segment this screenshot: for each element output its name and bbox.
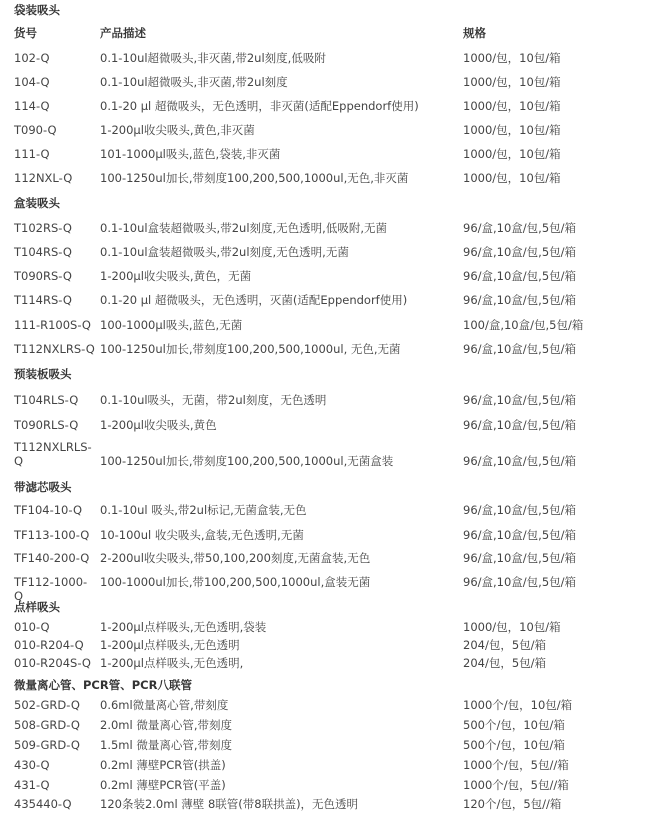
cell-spec: 96/盒,10盒/包,5包/箱 [463,393,577,407]
cell-spec: 96/盒,10盒/包,5包/箱 [463,269,577,283]
cell-code: TF113-100-Q [14,528,90,542]
cell-desc: 0.1-10ul盒装超微吸头,带2ul刻度,无色透明,无菌 [100,245,349,259]
cell-desc: 0.1-10ul超微吸头,非灭菌,带2ul刻度,低吸附 [100,51,326,65]
cell-desc: 2-200ul收尖吸头,带50,100,200刻度,无菌盒装,无色 [100,551,371,565]
cell-desc: 1-200μl点样吸头,无色透明, [100,656,244,670]
cell-code: 114-Q [14,99,50,113]
cell-desc: 0.1-10ul 吸头,带2ul标记,无菌盒装,无色 [100,503,307,517]
cell-desc: 0.1-10ul盒装超微吸头,带2ul刻度,无色透明,低吸附,无菌 [100,221,387,235]
cell-code: T104RS-Q [14,245,72,259]
cell-spec: 96/盒,10盒/包,5包/箱 [463,245,577,259]
cell-desc: 100-1000ul加长,带100,200,500,1000ul,盒装无菌 [100,575,371,589]
cell-code: 111-R100S-Q [14,318,91,332]
cell-desc: 120条装2.0ml 薄壁 8联管(带8联拱盖)，无色透明 [100,797,359,811]
cell-desc: 10-100ul 收尖吸头,盒装,无色透明,无菌 [100,528,304,542]
cell-desc: 1.5ml 微量离心管,带刻度 [100,738,232,752]
cell-spec: 96/盒,10盒/包,5包/箱 [463,551,577,565]
cell-code: T102RS-Q [14,221,72,235]
cell-spec: 1000个/包，5包//箱 [463,758,569,772]
cell-spec: 204/包，5包/箱 [463,638,547,652]
cell-spec: 500个/包，10包/箱 [463,738,565,752]
cell-code: 111-Q [14,147,50,161]
cell-code: 010-R204S-Q [14,656,91,670]
cell-spec: 1000/包，10包/箱 [463,75,561,89]
cell-code: T104RLS-Q [14,393,79,407]
cell-desc: 1-200μl收尖吸头,黄色 [100,418,217,432]
cell-desc: 1-200μl点样吸头,无色透明 [100,638,240,652]
section-heading-text: 盒装吸头 [14,196,60,210]
cell-desc: 0.2ml 薄壁PCR管(平盖) [100,778,226,792]
cell-code: TF104-10-Q [14,503,82,517]
cell-spec: 96/盒,10盒/包,5包/箱 [463,528,577,542]
cell-spec: 96/盒,10盒/包,5包/箱 [463,418,577,432]
cell-spec: 204/包，5包/箱 [463,656,547,670]
section-heading-text: 微量离心管、PCR管、PCR八联管 [14,678,192,692]
cell-spec: 96/盒,10盒/包,5包/箱 [463,342,577,356]
cell-code: T090-Q [14,123,57,137]
cell-desc: 1-200μl收尖吸头,黄色,非灭菌 [100,123,255,137]
cell-code: 431-Q [14,778,50,792]
cell-desc: 0.1-20 μl 超微吸头，无色透明，非灭菌(适配Eppendorf使用) [100,99,419,113]
cell-code: 508-GRD-Q [14,718,80,732]
cell-code: 509-GRD-Q [14,738,80,752]
cell-desc: 100-1000μl吸头,蓝色,无菌 [100,318,243,332]
cell-spec: 96/盒,10盒/包,5包/箱 [463,575,577,589]
cell-spec: 1000/包，10包/箱 [463,620,561,634]
section-heading-text: 带滤芯吸头 [14,480,72,494]
cell-desc: 1-200μl点样吸头,无色透明,袋装 [100,620,267,634]
cell-code: 502-GRD-Q [14,698,80,712]
cell-code: 102-Q [14,51,50,65]
cell-spec: 500个/包，10包/箱 [463,718,565,732]
cell-spec: 1000/包，10包/箱 [463,171,561,185]
cell-spec: 96/盒,10盒/包,5包/箱 [463,221,577,235]
cell-desc: 1-200μl收尖吸头,黄色，无菌 [100,269,252,283]
header-spec: 规格 [463,26,486,40]
cell-code: 435440-Q [14,797,72,811]
section-heading-text: 点样吸头 [14,600,60,614]
cell-spec: 1000/包，10包/箱 [463,123,561,137]
cell-spec: 120个/包，5包//箱 [463,797,562,811]
cell-desc: 100-1250ul加长,带刻度100,200,500,1000ul,无菌盒装 [100,454,394,468]
cell-desc: 0.2ml 薄壁PCR管(拱盖) [100,758,226,772]
cell-code: 430-Q [14,758,50,772]
cell-code: T114RS-Q [14,293,72,307]
cell-desc: 101-1000μl吸头,蓝色,袋装,非灭菌 [100,147,281,161]
section-title-text: 袋装吸头 [14,3,60,17]
cell-spec: 1000个/包，10包/箱 [463,698,573,712]
cell-code: TF112-1000-Q [14,575,88,603]
cell-desc: 100-1250ul加长,带刻度100,200,500,1000ul,无色,非灭菌 [100,171,409,185]
cell-code: T090RLS-Q [14,418,79,432]
cell-spec: 96/盒,10盒/包,5包/箱 [463,454,577,468]
header-code: 货号 [14,26,37,40]
cell-code: T112NXLRLS-Q [14,440,92,468]
cell-spec: 100/盒,10盒/包,5包/箱 [463,318,584,332]
cell-code: TF140-200-Q [14,551,90,565]
cell-code: 010-R204-Q [14,638,84,652]
cell-desc: 100-1250ul加长,带刻度100,200,500,1000ul, 无色,无菌 [100,342,401,356]
cell-code: 010-Q [14,620,50,634]
cell-desc: 0.1-10ul超微吸头,非灭菌,带2ul刻度 [100,75,288,89]
cell-spec: 96/盒,10盒/包,5包/箱 [463,293,577,307]
cell-spec: 1000/包，10包/箱 [463,51,561,65]
header-desc: 产品描述 [100,26,146,40]
cell-desc: 0.1-20 μl 超微吸头，无色透明，灭菌(适配Eppendorf使用) [100,293,408,307]
section-heading-text: 预装板吸头 [14,367,72,381]
cell-code: 112NXL-Q [14,171,73,185]
cell-code: T090RS-Q [14,269,72,283]
cell-spec: 1000/包，10包/箱 [463,99,561,113]
cell-desc: 0.1-10ul吸头，无菌，带2ul刻度，无色透明 [100,393,327,407]
cell-spec: 1000/包，10包/箱 [463,147,561,161]
cell-spec: 96/盒,10盒/包,5包/箱 [463,503,577,517]
cell-code: 104-Q [14,75,50,89]
cell-desc: 2.0ml 微量离心管,带刻度 [100,718,232,732]
cell-spec: 1000个/包，5包//箱 [463,778,569,792]
cell-code: T112NXLRS-Q [14,342,95,356]
cell-desc: 0.6ml微量离心管,带刻度 [100,698,229,712]
